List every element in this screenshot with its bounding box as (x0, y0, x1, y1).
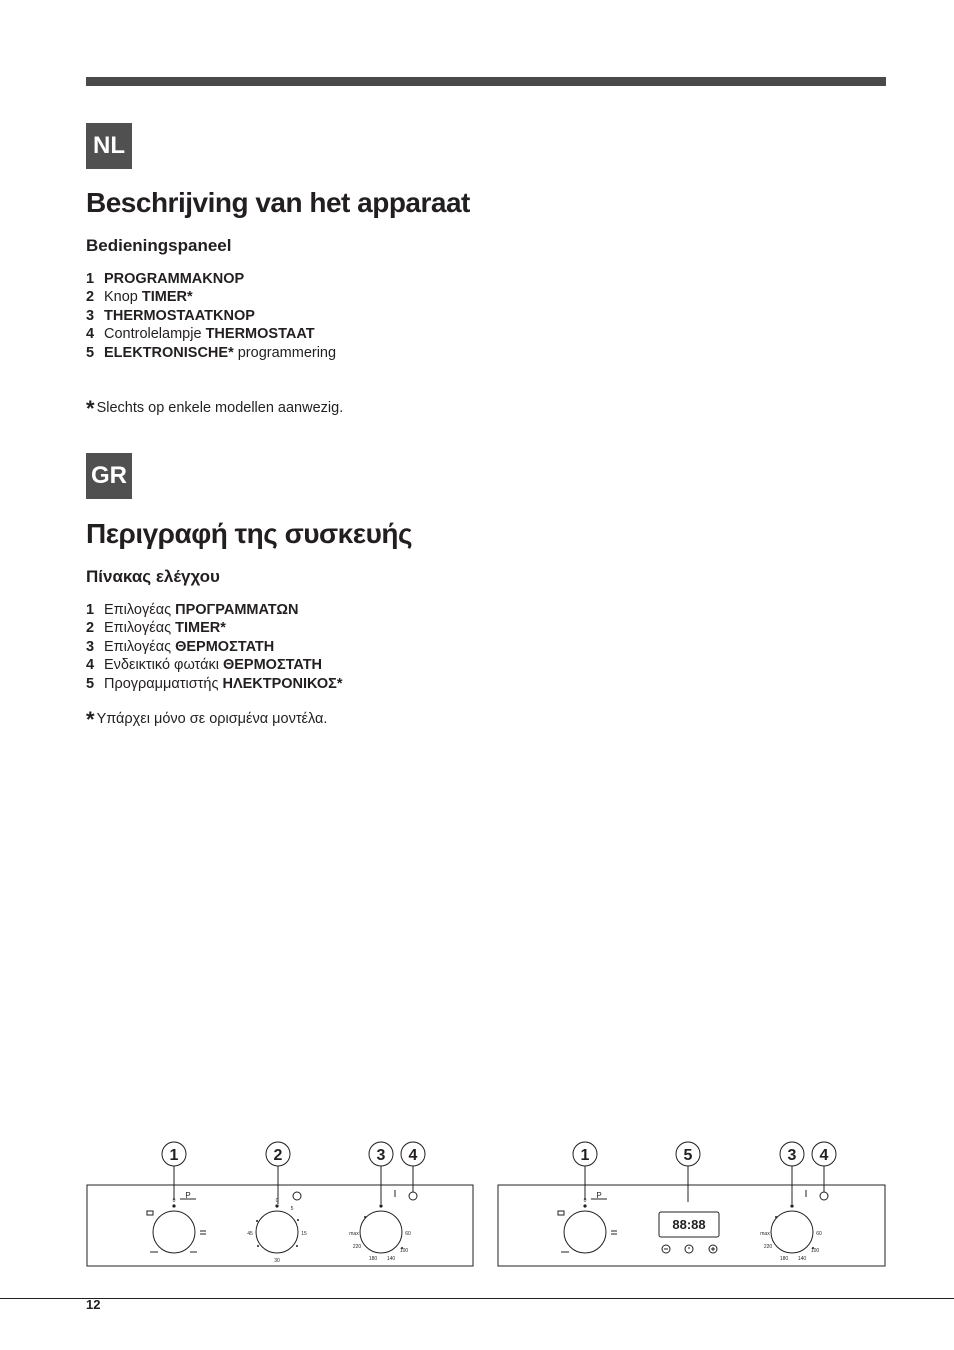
grill-icon (558, 1211, 564, 1215)
callout-number: 3 (376, 1147, 386, 1164)
footnote-gr: * Υπάρχει μόνο σε ορισμένα μοντέλα. (86, 707, 328, 732)
timer-mark: 0 (275, 1198, 279, 1204)
left-panel-outline (87, 1185, 473, 1266)
thermo-mark: 100 (810, 1248, 820, 1254)
timer-mark: 30 (274, 1258, 280, 1264)
callout-number: 1 (169, 1147, 179, 1164)
list-item: 3 THERMOSTAATKNOP (86, 307, 255, 324)
thermo-mark: 220 (763, 1244, 773, 1250)
callout-number: 4 (819, 1147, 829, 1164)
callout-number: 3 (787, 1147, 797, 1164)
thermo-mark: 140 (386, 1256, 396, 1262)
callout-number: 4 (408, 1147, 418, 1164)
thermo-mark: max (349, 1231, 359, 1237)
thermo-mark: max (760, 1231, 770, 1237)
thermostat-lamp (409, 1192, 417, 1200)
grill-icon (147, 1211, 153, 1215)
page-number: 12 (86, 1297, 101, 1312)
thermo-mark: 60 (816, 1231, 822, 1237)
list-item: 5 ELEKTRONISCHE* programmering (86, 344, 337, 361)
list-item: 2 Επιλογέας TIMER* (86, 620, 226, 637)
thermo-mark: 180 (779, 1256, 789, 1262)
thermostat-knob (771, 1211, 813, 1253)
thermostat-lamp (820, 1192, 828, 1200)
timer-mark: 15 (301, 1231, 307, 1237)
list-item: 1 Επιλογέας ΠΡΟΓΡΑΜΜΑΤΩΝ (86, 602, 299, 618)
list-item: 5 Προγραμματιστής ΗΛΕΚΤΡΟΝΙΚΟΣ* (86, 675, 343, 692)
thermo-mark: 220 (352, 1244, 362, 1250)
lang-badge-nl: NL (86, 123, 132, 169)
display-digits: 88:88 (672, 1217, 706, 1232)
lang-badge-gr: GR (86, 453, 132, 499)
page-title-nl: Beschrijving van het apparaat (86, 187, 470, 218)
bottom-rule (0, 1298, 954, 1299)
callout-number: 1 (580, 1147, 590, 1164)
list-item: 4 Controlelampje THERMOSTAAT (86, 326, 315, 343)
list-item: 3 Επιλογέας ΘΕΡΜΟΣΤΑΤΗ (86, 638, 275, 655)
program-zero: 0 (172, 1198, 176, 1204)
thermo-mark: 180 (368, 1256, 378, 1262)
thermo-mark: 60 (405, 1231, 411, 1237)
program-knob (153, 1211, 195, 1253)
callout-number: 2 (273, 1147, 283, 1164)
timer-mark: 5 (290, 1206, 294, 1212)
subtitle-gr: Πίνακας ελέγχου (86, 567, 220, 586)
timer-icon (293, 1192, 301, 1200)
thermo-mark: 140 (797, 1256, 807, 1262)
footnote-nl: * Slechts op enkele modellen aanwezig. (86, 396, 344, 421)
thermo-mark: 100 (399, 1248, 409, 1254)
page-title-gr: Περιγραφή της συσκευής (86, 518, 413, 549)
thermostat-knob (360, 1211, 402, 1253)
program-knob (564, 1211, 606, 1253)
list-item: 2 Knop TIMER* (86, 289, 193, 306)
subtitle-nl: Bedieningspaneel (86, 236, 232, 255)
callout-number: 5 (683, 1147, 693, 1164)
timer-mark: 45 (247, 1231, 253, 1237)
timer-knob (256, 1211, 298, 1253)
list-item: 4 Ενδεικτικό φωτάκι ΘΕΡΜΟΣΤΑΤΗ (86, 657, 323, 674)
program-label: P (185, 1191, 191, 1200)
program-label: P (596, 1191, 602, 1200)
program-zero: 0 (583, 1198, 587, 1204)
list-item: 1 PROGRAMMAKNOP (86, 271, 245, 287)
